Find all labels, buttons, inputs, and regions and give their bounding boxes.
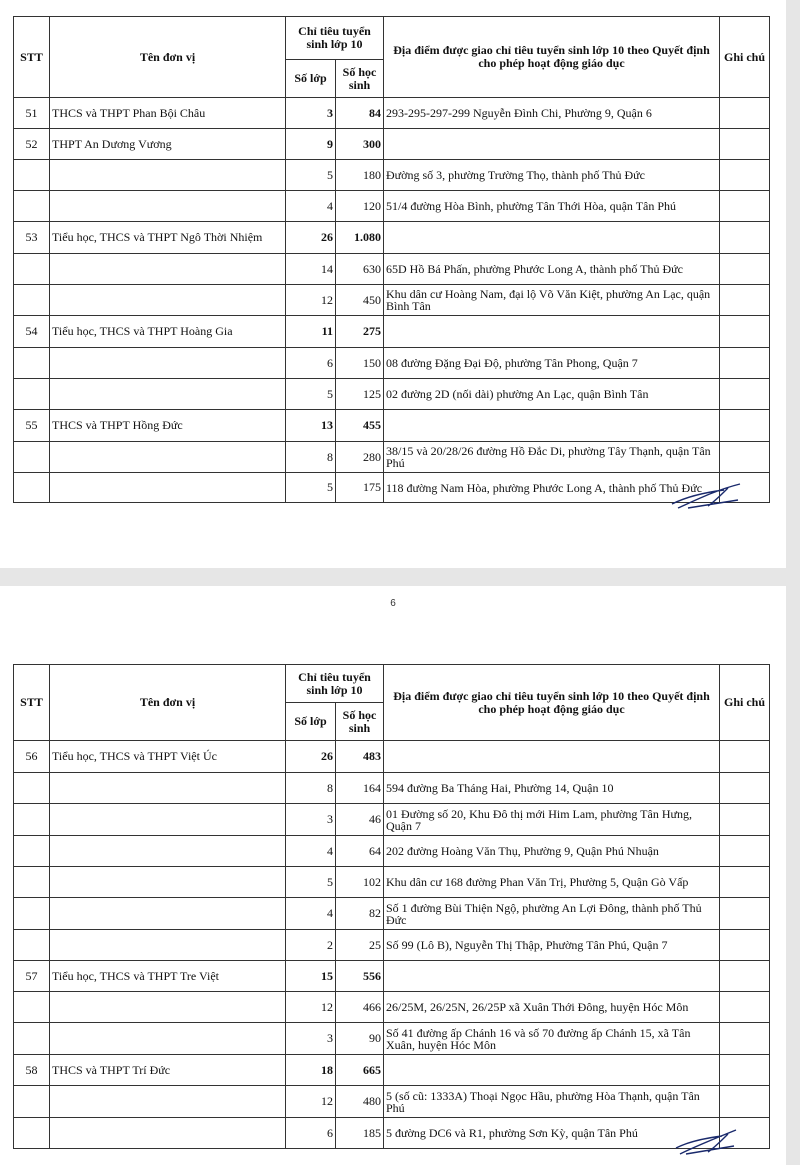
row-address: Số 1 đường Bùi Thiện Ngộ, phường An Lợi Đông, thành phố Thủ Đức [384, 898, 720, 930]
row-note [720, 410, 770, 442]
row-unit-name: THCS và THPT Trí Đức [50, 1055, 286, 1086]
table-row [14, 129, 770, 160]
row-students: 120 [336, 191, 384, 222]
row-stt [14, 1118, 50, 1149]
row-note [720, 930, 770, 961]
row-classes: 9 [286, 129, 336, 160]
row-stt [14, 836, 50, 867]
row-classes: 2 [286, 930, 336, 961]
table-row [14, 348, 770, 379]
row-address: 08 đường Đặng Đại Độ, phường Tân Phong, Quận 7 [384, 348, 720, 379]
row-stt: 52 [14, 129, 50, 160]
row-address: 01 Đường số 20, Khu Đô thị mới Him Lam, phường Tân Hưng, Quận 7 [384, 804, 720, 836]
row-stt: 55 [14, 410, 50, 442]
row-unit-name [50, 160, 286, 191]
row-students: 82 [336, 898, 384, 930]
row-address: Số 41 đường ấp Chánh 16 và số 70 đường ấp Chánh 15, xã Tân Xuân, huyện Hóc Môn [384, 1023, 720, 1055]
row-address [384, 222, 720, 254]
table-row [14, 379, 770, 410]
row-note [720, 773, 770, 804]
table-body-bottom [14, 741, 770, 1149]
table-row [14, 930, 770, 961]
row-address: 26/25M, 26/25N, 26/25P xã Xuân Thới Đông, huyện Hóc Môn [384, 992, 720, 1023]
row-classes: 5 [286, 160, 336, 191]
row-classes: 4 [286, 191, 336, 222]
row-address: 02 đường 2D (nối dài) phường An Lạc, quận Bình Tân [384, 379, 720, 410]
table-row [14, 98, 770, 129]
row-classes: 3 [286, 804, 336, 836]
row-unit-name: Tiểu học, THCS và THPT Tre Việt [50, 961, 286, 992]
row-note [720, 836, 770, 867]
row-address [384, 316, 720, 348]
row-stt: 57 [14, 961, 50, 992]
row-classes: 3 [286, 98, 336, 129]
row-stt [14, 160, 50, 191]
row-note [720, 98, 770, 129]
row-note [720, 191, 770, 222]
row-address: Số 99 (Lô B), Nguyễn Thị Thập, Phường Tân Phú, Quận 7 [384, 930, 720, 961]
row-note [720, 348, 770, 379]
row-students: 455 [336, 410, 384, 442]
table-body-top [14, 98, 770, 503]
row-students: 556 [336, 961, 384, 992]
row-note [720, 129, 770, 160]
table-row [14, 222, 770, 254]
table-row [14, 442, 770, 473]
row-students: 175 [336, 473, 384, 503]
row-students: 1.080 [336, 222, 384, 254]
row-address: 5 đường DC6 và R1, phường Sơn Kỳ, quận Tân Phú [384, 1118, 720, 1149]
row-note [720, 1023, 770, 1055]
row-address: 51/4 đường Hòa Bình, phường Tân Thới Hòa, quận Tân Phú [384, 191, 720, 222]
row-classes: 5 [286, 379, 336, 410]
row-students: 275 [336, 316, 384, 348]
row-unit-name [50, 442, 286, 473]
row-stt [14, 285, 50, 316]
row-unit-name: THCS và THPT Phan Bội Châu [50, 98, 286, 129]
row-stt [14, 773, 50, 804]
row-note [720, 222, 770, 254]
row-stt [14, 254, 50, 285]
row-students: 46 [336, 804, 384, 836]
row-students: 483 [336, 741, 384, 773]
row-classes: 3 [286, 1023, 336, 1055]
row-students: 25 [336, 930, 384, 961]
row-classes: 14 [286, 254, 336, 285]
row-note [720, 442, 770, 473]
row-classes: 6 [286, 1118, 336, 1149]
row-address [384, 410, 720, 442]
signature-initials [668, 478, 748, 514]
header-location: Địa điểm được giao chỉ tiêu tuyển sinh lớp 10 theo Quyết định cho phép hoạt động giáo dục [384, 665, 720, 741]
header-quota: Chỉ tiêu tuyển sinh lớp 10 [286, 17, 384, 60]
table-row [14, 191, 770, 222]
row-stt [14, 867, 50, 898]
table-row [14, 316, 770, 348]
row-note [720, 1055, 770, 1086]
row-students: 466 [336, 992, 384, 1023]
row-unit-name [50, 348, 286, 379]
row-note [720, 160, 770, 191]
row-note [720, 961, 770, 992]
row-stt: 53 [14, 222, 50, 254]
row-classes: 12 [286, 1086, 336, 1118]
row-note [720, 254, 770, 285]
row-address: 5 (số cũ: 1333A) Thoại Ngọc Hầu, phường Hòa Thạnh, quận Tân Phú [384, 1086, 720, 1118]
table-row [14, 160, 770, 191]
row-address [384, 741, 720, 773]
table-row [14, 285, 770, 316]
row-classes: 12 [286, 992, 336, 1023]
row-unit-name [50, 898, 286, 930]
row-classes: 5 [286, 867, 336, 898]
row-stt [14, 348, 50, 379]
row-address: 65D Hồ Bá Phấn, phường Phước Long A, thành phố Thủ Đức [384, 254, 720, 285]
page-number: 6 [390, 598, 396, 609]
row-note [720, 379, 770, 410]
row-unit-name [50, 473, 286, 503]
row-note [720, 867, 770, 898]
table-row [14, 1118, 770, 1149]
row-students: 280 [336, 442, 384, 473]
row-note [720, 741, 770, 773]
row-address: Khu dân cư 168 đường Phan Văn Trị, Phường 5, Quận Gò Vấp [384, 867, 720, 898]
signature-initials [672, 1126, 742, 1160]
row-unit-name [50, 285, 286, 316]
row-students: 64 [336, 836, 384, 867]
row-classes: 15 [286, 961, 336, 992]
table-row [14, 1023, 770, 1055]
row-stt: 56 [14, 741, 50, 773]
row-stt [14, 1086, 50, 1118]
row-students: 90 [336, 1023, 384, 1055]
row-address: Đường số 3, phường Trường Thọ, thành phố Thủ Đức [384, 160, 720, 191]
row-unit-name [50, 1118, 286, 1149]
table-row [14, 773, 770, 804]
row-students: 102 [336, 867, 384, 898]
row-stt [14, 804, 50, 836]
header-unit: Tên đơn vị [50, 665, 286, 741]
header-students: Số học sinh [336, 703, 384, 741]
row-address: 594 đường Ba Tháng Hai, Phường 14, Quận 10 [384, 773, 720, 804]
row-students: 630 [336, 254, 384, 285]
row-classes: 4 [286, 836, 336, 867]
header-stt: STT [14, 665, 50, 741]
row-unit-name [50, 191, 286, 222]
row-address [384, 1055, 720, 1086]
row-note [720, 898, 770, 930]
row-unit-name [50, 867, 286, 898]
row-address: 202 đường Hoàng Văn Thụ, Phường 9, Quận Phú Nhuận [384, 836, 720, 867]
row-unit-name [50, 930, 286, 961]
row-classes: 6 [286, 348, 336, 379]
row-stt: 58 [14, 1055, 50, 1086]
row-unit-name [50, 992, 286, 1023]
table-row [14, 804, 770, 836]
table-row [14, 898, 770, 930]
table-row [14, 961, 770, 992]
row-unit-name: THCS và THPT Hồng Đức [50, 410, 286, 442]
row-note [720, 1086, 770, 1118]
row-students: 450 [336, 285, 384, 316]
row-stt [14, 898, 50, 930]
row-note [720, 992, 770, 1023]
header-unit: Tên đơn vị [50, 17, 286, 98]
row-unit-name: THPT An Dương Vương [50, 129, 286, 160]
table-row [14, 1055, 770, 1086]
table-row [14, 410, 770, 442]
row-address: Khu dân cư Hoàng Nam, đại lộ Võ Văn Kiệt, phường An Lạc, quận Bình Tân [384, 285, 720, 316]
row-classes: 8 [286, 442, 336, 473]
row-unit-name [50, 254, 286, 285]
row-address: 38/15 và 20/28/26 đường Hồ Đắc Di, phường Tây Thạnh, quận Tân Phú [384, 442, 720, 473]
header-note: Ghi chú [720, 17, 770, 98]
row-stt: 51 [14, 98, 50, 129]
row-classes: 13 [286, 410, 336, 442]
row-note [720, 316, 770, 348]
row-stt [14, 191, 50, 222]
row-students: 300 [336, 129, 384, 160]
table-row [14, 741, 770, 773]
row-unit-name [50, 1023, 286, 1055]
row-students: 164 [336, 773, 384, 804]
row-unit-name: Tiểu học, THCS và THPT Ngô Thời Nhiệm [50, 222, 286, 254]
row-unit-name [50, 836, 286, 867]
table-row [14, 254, 770, 285]
table-row [14, 473, 770, 503]
row-students: 125 [336, 379, 384, 410]
row-address: 118 đường Nam Hòa, phường Phước Long A, thành phố Thủ Đức [384, 473, 720, 503]
header-note: Ghi chú [720, 665, 770, 741]
row-address [384, 129, 720, 160]
row-note [720, 285, 770, 316]
row-unit-name [50, 379, 286, 410]
row-classes: 5 [286, 473, 336, 503]
row-classes: 26 [286, 222, 336, 254]
row-note [720, 804, 770, 836]
row-classes: 26 [286, 741, 336, 773]
row-classes: 18 [286, 1055, 336, 1086]
row-stt [14, 442, 50, 473]
row-classes: 12 [286, 285, 336, 316]
table-row [14, 867, 770, 898]
row-unit-name [50, 773, 286, 804]
row-students: 480 [336, 1086, 384, 1118]
row-classes: 4 [286, 898, 336, 930]
row-classes: 8 [286, 773, 336, 804]
header-classes: Số lớp [286, 703, 336, 741]
admissions-table-bottom [13, 664, 770, 1149]
admissions-table-top [13, 16, 770, 503]
header-location: Địa điểm được giao chỉ tiêu tuyển sinh lớp 10 theo Quyết định cho phép hoạt động giáo dục [384, 17, 720, 98]
row-unit-name [50, 804, 286, 836]
document-page-bottom [0, 586, 786, 1165]
row-unit-name: Tiểu học, THCS và THPT Việt Úc [50, 741, 286, 773]
row-stt [14, 992, 50, 1023]
row-stt [14, 1023, 50, 1055]
header-classes: Số lớp [286, 60, 336, 98]
row-address [384, 961, 720, 992]
row-stt: 54 [14, 316, 50, 348]
row-unit-name [50, 1086, 286, 1118]
row-students: 185 [336, 1118, 384, 1149]
row-address: 293-295-297-299 Nguyễn Đình Chi, Phường 9, Quận 6 [384, 98, 720, 129]
header-stt: STT [14, 17, 50, 98]
row-stt [14, 473, 50, 503]
table-row [14, 836, 770, 867]
header-quota: Chỉ tiêu tuyển sinh lớp 10 [286, 665, 384, 703]
row-students: 150 [336, 348, 384, 379]
row-classes: 11 [286, 316, 336, 348]
header-students: Số học sinh [336, 60, 384, 98]
row-students: 665 [336, 1055, 384, 1086]
row-unit-name: Tiểu học, THCS và THPT Hoàng Gia [50, 316, 286, 348]
row-students: 84 [336, 98, 384, 129]
row-stt [14, 379, 50, 410]
document-page-top [0, 0, 786, 568]
table-row [14, 1086, 770, 1118]
table-row [14, 992, 770, 1023]
row-stt [14, 930, 50, 961]
row-students: 180 [336, 160, 384, 191]
